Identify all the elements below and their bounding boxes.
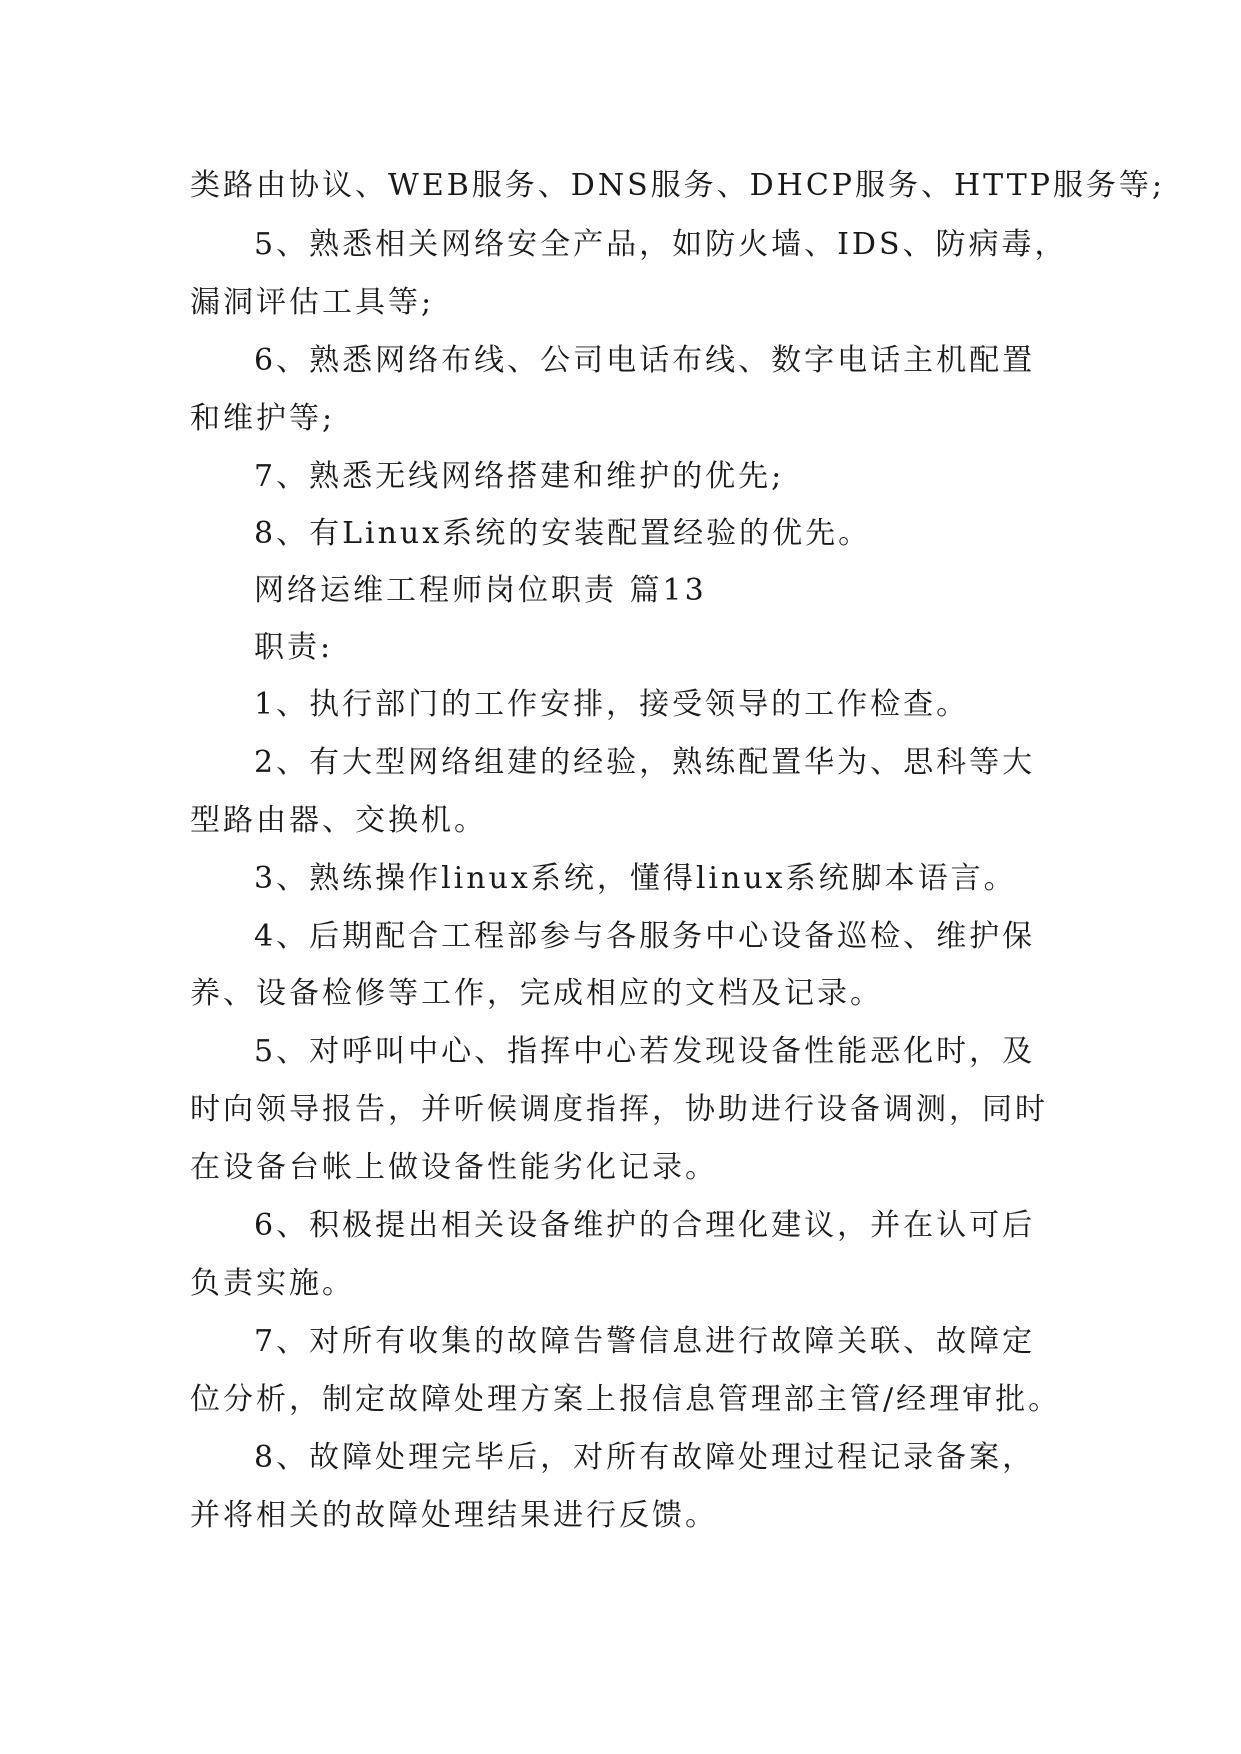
text-line: 3、熟练操作linux系统，懂得linux系统脚本语言。 (254, 861, 1017, 896)
text-line: 1、执行部门的工作安排，接受领导的工作检查。 (254, 687, 970, 722)
text-line: 并将相关的故障处理结果进行反馈。 (190, 1498, 718, 1533)
text-line: 7、熟悉无线网络搭建和维护的优先; (254, 459, 785, 494)
text-line: 型路由器、交换机。 (190, 803, 487, 838)
text-line: 8、故障处理完毕后，对所有故障处理过程记录备案， (254, 1440, 1036, 1475)
text-line: 和维护等; (190, 401, 336, 436)
text-line: 在设备台帐上做设备性能劣化记录。 (190, 1150, 718, 1185)
text-line: 7、对所有收集的故障告警信息进行故障关联、故障定 (254, 1324, 1036, 1359)
section-heading: 网络运维工程师岗位职责 篇13 (254, 573, 707, 608)
text-line: 6、熟悉网络布线、公司电话布线、数字电话主机配置 (254, 343, 1036, 378)
text-line: 负责实施。 (190, 1266, 355, 1301)
text-line: 漏洞评估工具等; (190, 285, 435, 320)
text-line: 4、后期配合工程部参与各服务中心设备巡检、维护保 (254, 919, 1036, 954)
text-line: 类路由协议、WEB服务、DNS服务、DHCP服务、HTTP服务等; (190, 168, 1166, 203)
text-line: 5、对呼叫中心、指挥中心若发现设备性能恶化时，及 (254, 1034, 1036, 1069)
text-line: 职责: (254, 630, 334, 665)
text-line: 2、有大型网络组建的经验，熟练配置华为、思科等大 (254, 745, 1036, 780)
text-line: 6、积极提出相关设备维护的合理化建议，并在认可后 (254, 1208, 1036, 1243)
text-line: 时向领导报告，并听候调度指挥，协助进行设备调测，同时 (190, 1092, 1048, 1127)
text-line: 养、设备检修等工作，完成相应的文档及记录。 (190, 976, 883, 1011)
text-line: 5、熟悉相关网络安全产品，如防火墙、IDS、防病毒， (254, 227, 1068, 262)
text-line: 位分析，制定故障处理方案上报信息管理部主管/经理审批。 (190, 1382, 1062, 1417)
text-line: 8、有Linux系统的安装配置经验的优先。 (254, 516, 872, 551)
